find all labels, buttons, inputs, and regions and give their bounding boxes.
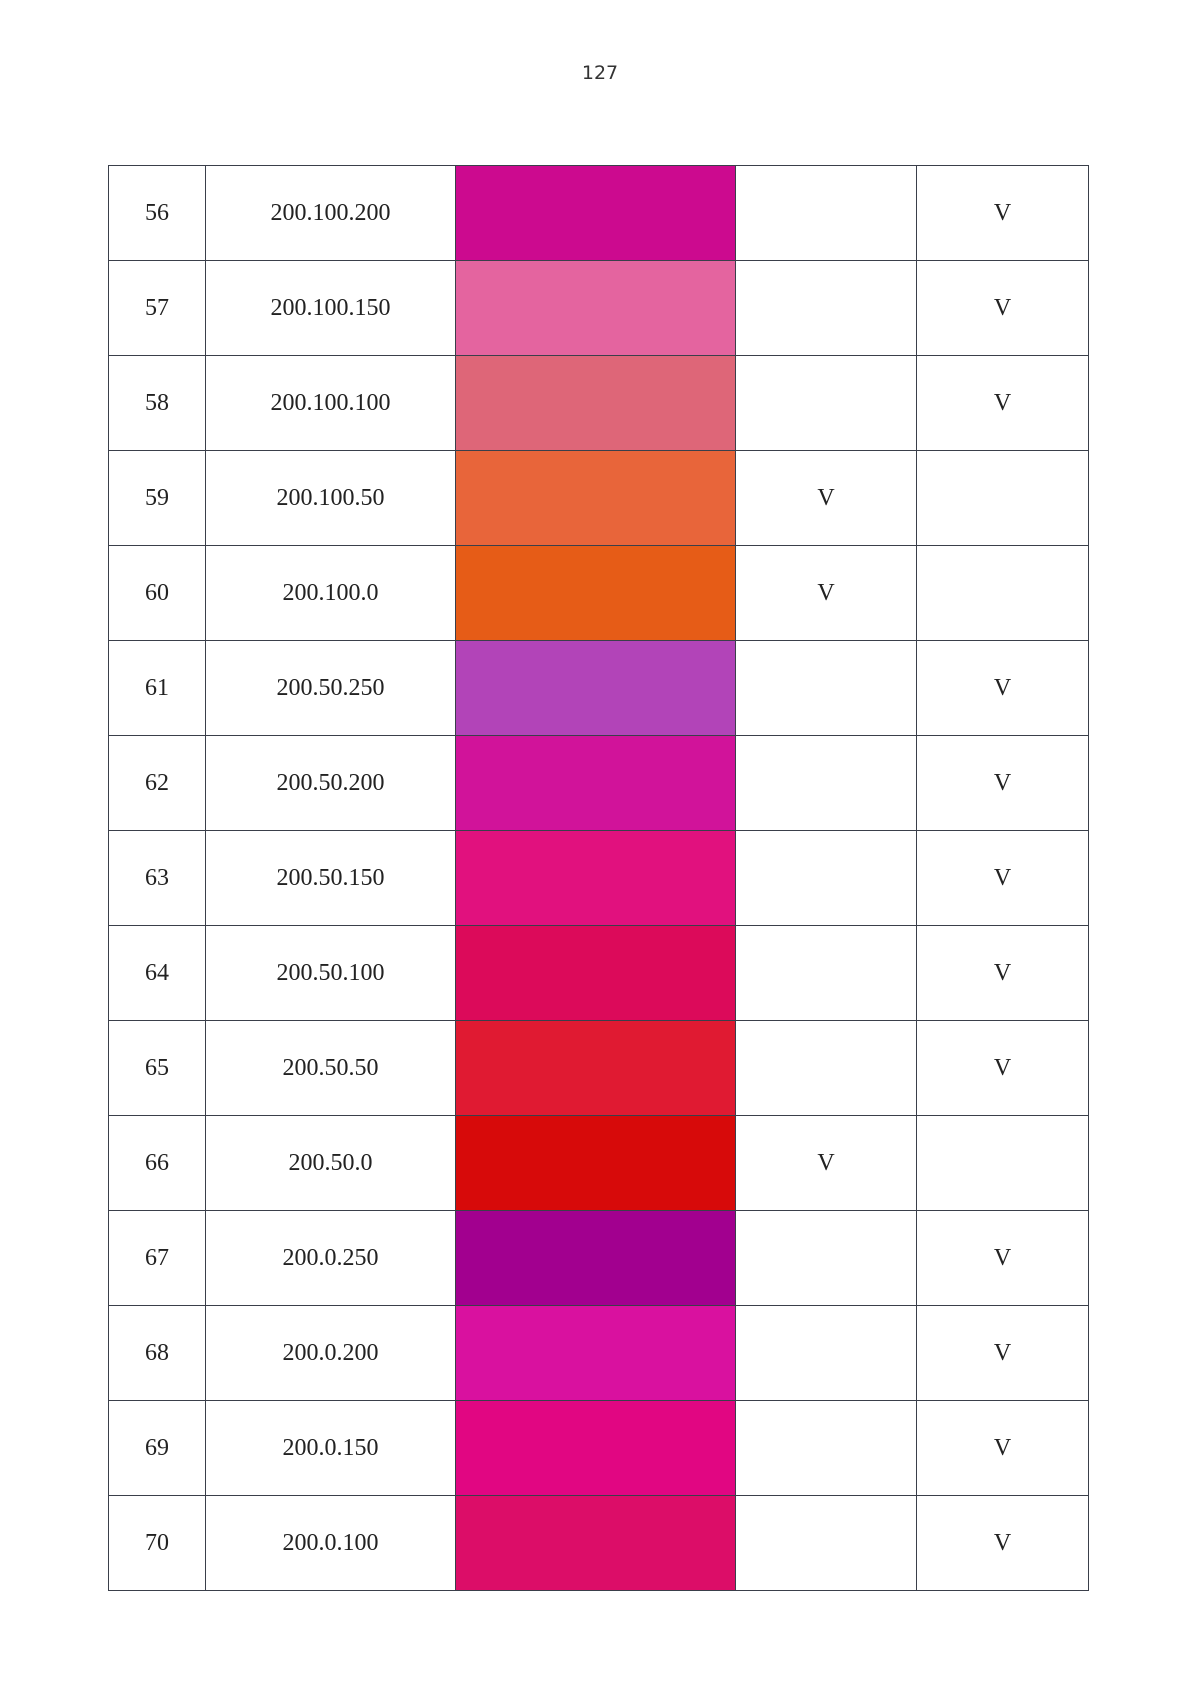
row-number-cell: 64	[109, 926, 206, 1021]
color-swatch	[456, 356, 736, 451]
color-code-cell: 200.100.50	[206, 451, 456, 546]
row-number-cell: 65	[109, 1021, 206, 1116]
color-code-cell: 200.100.0	[206, 546, 456, 641]
color-swatch	[456, 1401, 736, 1496]
color-code-cell: 200.100.100	[206, 356, 456, 451]
mark-b-cell: V	[917, 831, 1089, 926]
table-row	[109, 1306, 1089, 1401]
mark-b-cell: V	[917, 1021, 1089, 1116]
color-swatch	[456, 546, 736, 641]
table-row	[109, 356, 1089, 451]
color-swatch	[456, 926, 736, 1021]
mark-a-cell	[736, 356, 917, 451]
mark-a-cell: V	[736, 1116, 917, 1211]
color-swatch	[456, 451, 736, 546]
color-swatch	[456, 1496, 736, 1591]
mark-b-cell	[917, 451, 1089, 546]
table-row	[109, 1021, 1089, 1116]
color-swatch	[456, 1306, 736, 1401]
color-code-cell: 200.50.150	[206, 831, 456, 926]
row-number-cell: 70	[109, 1496, 206, 1591]
color-code-cell: 200.0.150	[206, 1401, 456, 1496]
color-code-cell: 200.100.150	[206, 261, 456, 356]
row-number-cell: 66	[109, 1116, 206, 1211]
row-number-cell: 67	[109, 1211, 206, 1306]
row-number-cell: 61	[109, 641, 206, 736]
mark-b-cell	[917, 1116, 1089, 1211]
mark-b-cell: V	[917, 736, 1089, 831]
color-swatch	[456, 166, 736, 261]
mark-a-cell	[736, 641, 917, 736]
mark-b-cell: V	[917, 356, 1089, 451]
row-number-cell: 59	[109, 451, 206, 546]
table-row	[109, 166, 1089, 261]
color-swatch	[456, 1021, 736, 1116]
table-row	[109, 451, 1089, 546]
mark-a-cell	[736, 1021, 917, 1116]
color-swatch	[456, 831, 736, 926]
table-row	[109, 546, 1089, 641]
mark-a-cell	[736, 1496, 917, 1591]
color-swatch	[456, 736, 736, 831]
table-row	[109, 831, 1089, 926]
mark-b-cell: V	[917, 166, 1089, 261]
table-body	[109, 166, 1089, 1591]
color-code-cell: 200.0.200	[206, 1306, 456, 1401]
row-number-cell: 57	[109, 261, 206, 356]
color-code-cell: 200.50.250	[206, 641, 456, 736]
table-row	[109, 736, 1089, 831]
mark-b-cell: V	[917, 926, 1089, 1021]
row-number-cell: 62	[109, 736, 206, 831]
mark-b-cell: V	[917, 1306, 1089, 1401]
color-code-cell: 200.100.200	[206, 166, 456, 261]
mark-a-cell: V	[736, 451, 917, 546]
mark-a-cell	[736, 831, 917, 926]
row-number-cell: 68	[109, 1306, 206, 1401]
mark-b-cell: V	[917, 641, 1089, 736]
color-swatch	[456, 261, 736, 356]
color-swatch	[456, 1211, 736, 1306]
table-row	[109, 641, 1089, 736]
page-number: 127	[581, 62, 619, 84]
color-code-cell: 200.50.0	[206, 1116, 456, 1211]
mark-a-cell	[736, 1211, 917, 1306]
row-number-cell: 56	[109, 166, 206, 261]
table-row	[109, 261, 1089, 356]
table-row	[109, 1116, 1089, 1211]
table-row	[109, 1401, 1089, 1496]
row-number-cell: 63	[109, 831, 206, 926]
color-code-cell: 200.0.250	[206, 1211, 456, 1306]
table-row	[109, 1211, 1089, 1306]
color-code-cell: 200.50.200	[206, 736, 456, 831]
table-row	[109, 1496, 1089, 1591]
mark-b-cell: V	[917, 1496, 1089, 1591]
mark-a-cell	[736, 166, 917, 261]
mark-b-cell: V	[917, 1211, 1089, 1306]
color-code-cell: 200.0.100	[206, 1496, 456, 1591]
color-table	[108, 165, 1089, 1591]
color-swatch	[456, 641, 736, 736]
row-number-cell: 60	[109, 546, 206, 641]
mark-b-cell: V	[917, 261, 1089, 356]
row-number-cell: 58	[109, 356, 206, 451]
mark-a-cell	[736, 1401, 917, 1496]
row-number-cell: 69	[109, 1401, 206, 1496]
mark-a-cell	[736, 926, 917, 1021]
color-code-cell: 200.50.100	[206, 926, 456, 1021]
mark-b-cell	[917, 546, 1089, 641]
mark-a-cell	[736, 736, 917, 831]
color-code-cell: 200.50.50	[206, 1021, 456, 1116]
mark-b-cell: V	[917, 1401, 1089, 1496]
color-swatch	[456, 1116, 736, 1211]
mark-a-cell: V	[736, 546, 917, 641]
mark-a-cell	[736, 261, 917, 356]
table-row	[109, 926, 1089, 1021]
mark-a-cell	[736, 1306, 917, 1401]
